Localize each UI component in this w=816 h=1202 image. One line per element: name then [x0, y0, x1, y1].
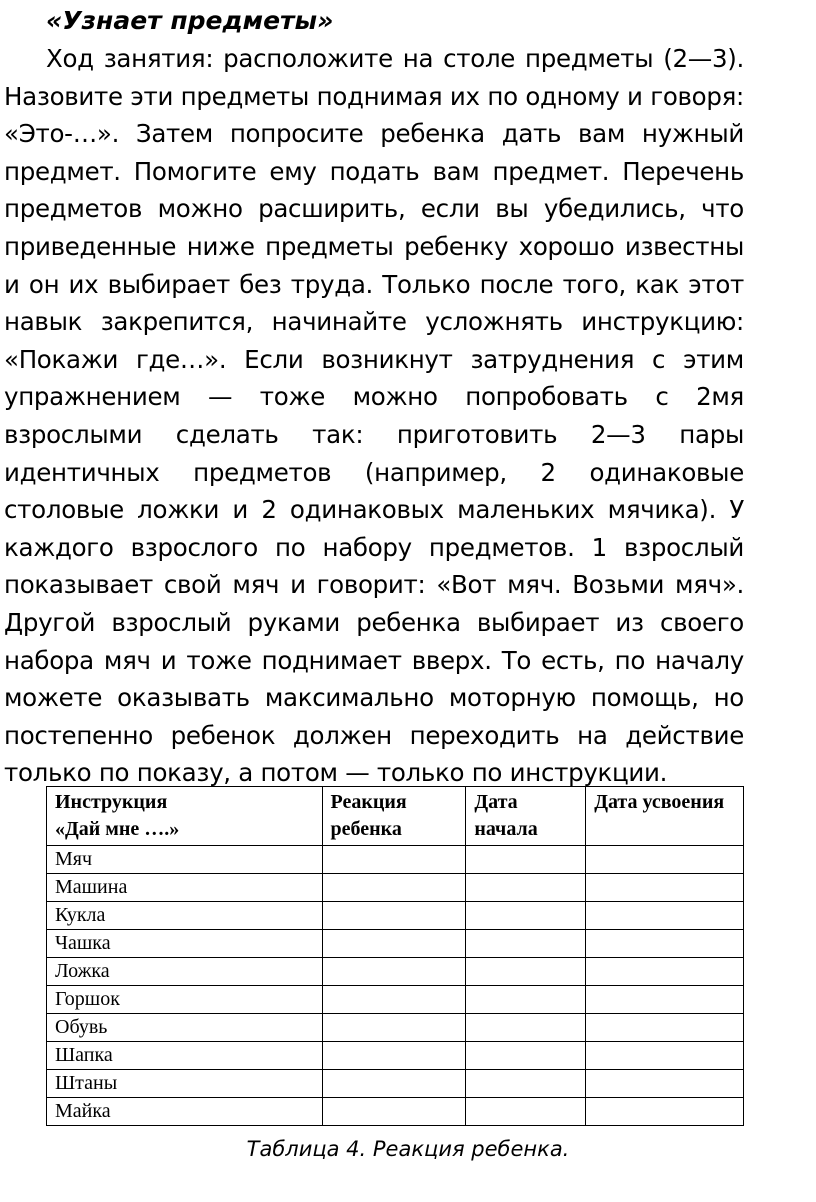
header-line: «Дай мне ….» — [55, 818, 180, 840]
start-date-cell — [466, 902, 586, 930]
item-cell: Кукла — [47, 902, 323, 930]
learned-date-cell — [586, 846, 744, 874]
table-row — [47, 1042, 744, 1070]
start-date-cell — [466, 1098, 586, 1126]
reaction-cell — [322, 846, 466, 874]
table-row — [47, 874, 744, 902]
table-row — [47, 1070, 744, 1098]
item-cell: Ложка — [47, 958, 323, 986]
start-date-cell — [466, 958, 586, 986]
reaction-cell — [322, 930, 466, 958]
start-date-cell — [466, 846, 586, 874]
learned-date-cell — [586, 958, 744, 986]
start-date-cell — [466, 874, 586, 902]
reaction-cell — [322, 1098, 466, 1126]
header-line: Инструкция — [55, 791, 168, 813]
table-row — [47, 902, 744, 930]
reaction-cell — [322, 902, 466, 930]
start-date-cell — [466, 1014, 586, 1042]
start-date-cell — [466, 1070, 586, 1098]
item-cell: Горшок — [47, 986, 323, 1014]
header-reaction — [322, 787, 466, 846]
reaction-cell — [322, 958, 466, 986]
header-line: Дата — [474, 791, 518, 813]
header-start-date — [466, 787, 586, 846]
learned-date-cell — [586, 902, 744, 930]
reaction-table — [46, 786, 744, 1126]
learned-date-cell — [586, 874, 744, 902]
header-line: Реакция — [330, 791, 407, 813]
header-learned-date — [586, 787, 744, 846]
item-cell: Мяч — [47, 846, 323, 874]
item-cell: Чашка — [47, 930, 323, 958]
table-row — [47, 986, 744, 1014]
table-header-row — [47, 787, 744, 846]
item-cell: Шапка — [47, 1042, 323, 1070]
reaction-cell — [322, 1014, 466, 1042]
reaction-cell — [322, 1042, 466, 1070]
header-line: начала — [474, 818, 538, 840]
learned-date-cell — [586, 930, 744, 958]
start-date-cell — [466, 1042, 586, 1070]
reaction-cell — [322, 986, 466, 1014]
learned-date-cell — [586, 1098, 744, 1126]
table-caption: Таблица 4. Реакция ребенка. — [246, 1137, 570, 1161]
learned-date-cell — [586, 1014, 744, 1042]
start-date-cell — [466, 986, 586, 1014]
start-date-cell — [466, 930, 586, 958]
learned-date-cell — [586, 1070, 744, 1098]
header-instruction — [47, 787, 323, 846]
table-row — [47, 1014, 744, 1042]
learned-date-cell — [586, 986, 744, 1014]
lesson-paragraph: Ход занятия: расположите на столе предметы (2—3). Назовите эти предметы поднимая их по одному и говоря: «Это-…». Затем попросите ребенка дать вам нужный предмет. Помогите ему подать вам предмет. Перечень предметов можно расширить, если вы убедились, что приведенные ниже предметы ребенку хорошо известны и он их выбирает без труда. Только после того, как этот навык закрепится, начинайте усложнять инструкцию: «Покажи где…». Если возникнут затруднения с этим упражнением — тоже можно попробовать с 2мя взрослыми сделать так: приготовить 2—3 пары идентичных предметов (например, 2 одинаковые столовые ложки и 2 одинаковых маленьких мячика). У каждого взрослого по набору предметов. 1 взрослый показывает свой мяч и говорит: «Вот мяч. Возьми мяч». Другой взрослый руками ребенка выбирает из своего набора мяч и тоже поднимает вверх. То есть, по началу можете оказывать максимально моторную помощь, но постепенно ребенок должен переходить на действие только по показу, а потом — только по инструкции. — [4, 44, 744, 788]
item-cell: Обувь — [47, 1014, 323, 1042]
item-cell: Майка — [47, 1098, 323, 1126]
header-line: ребенка — [330, 818, 402, 840]
item-cell: Машина — [47, 874, 323, 902]
reaction-cell — [322, 1070, 466, 1098]
header-line: Дата усвоения — [594, 791, 725, 813]
table-row — [47, 958, 744, 986]
table-row — [47, 930, 744, 958]
table-row — [47, 846, 744, 874]
learned-date-cell — [586, 1042, 744, 1070]
table-row — [47, 1098, 744, 1126]
item-cell: Штаны — [47, 1070, 323, 1098]
reaction-cell — [322, 874, 466, 902]
section-title: «Узнает предметы» — [46, 6, 334, 35]
